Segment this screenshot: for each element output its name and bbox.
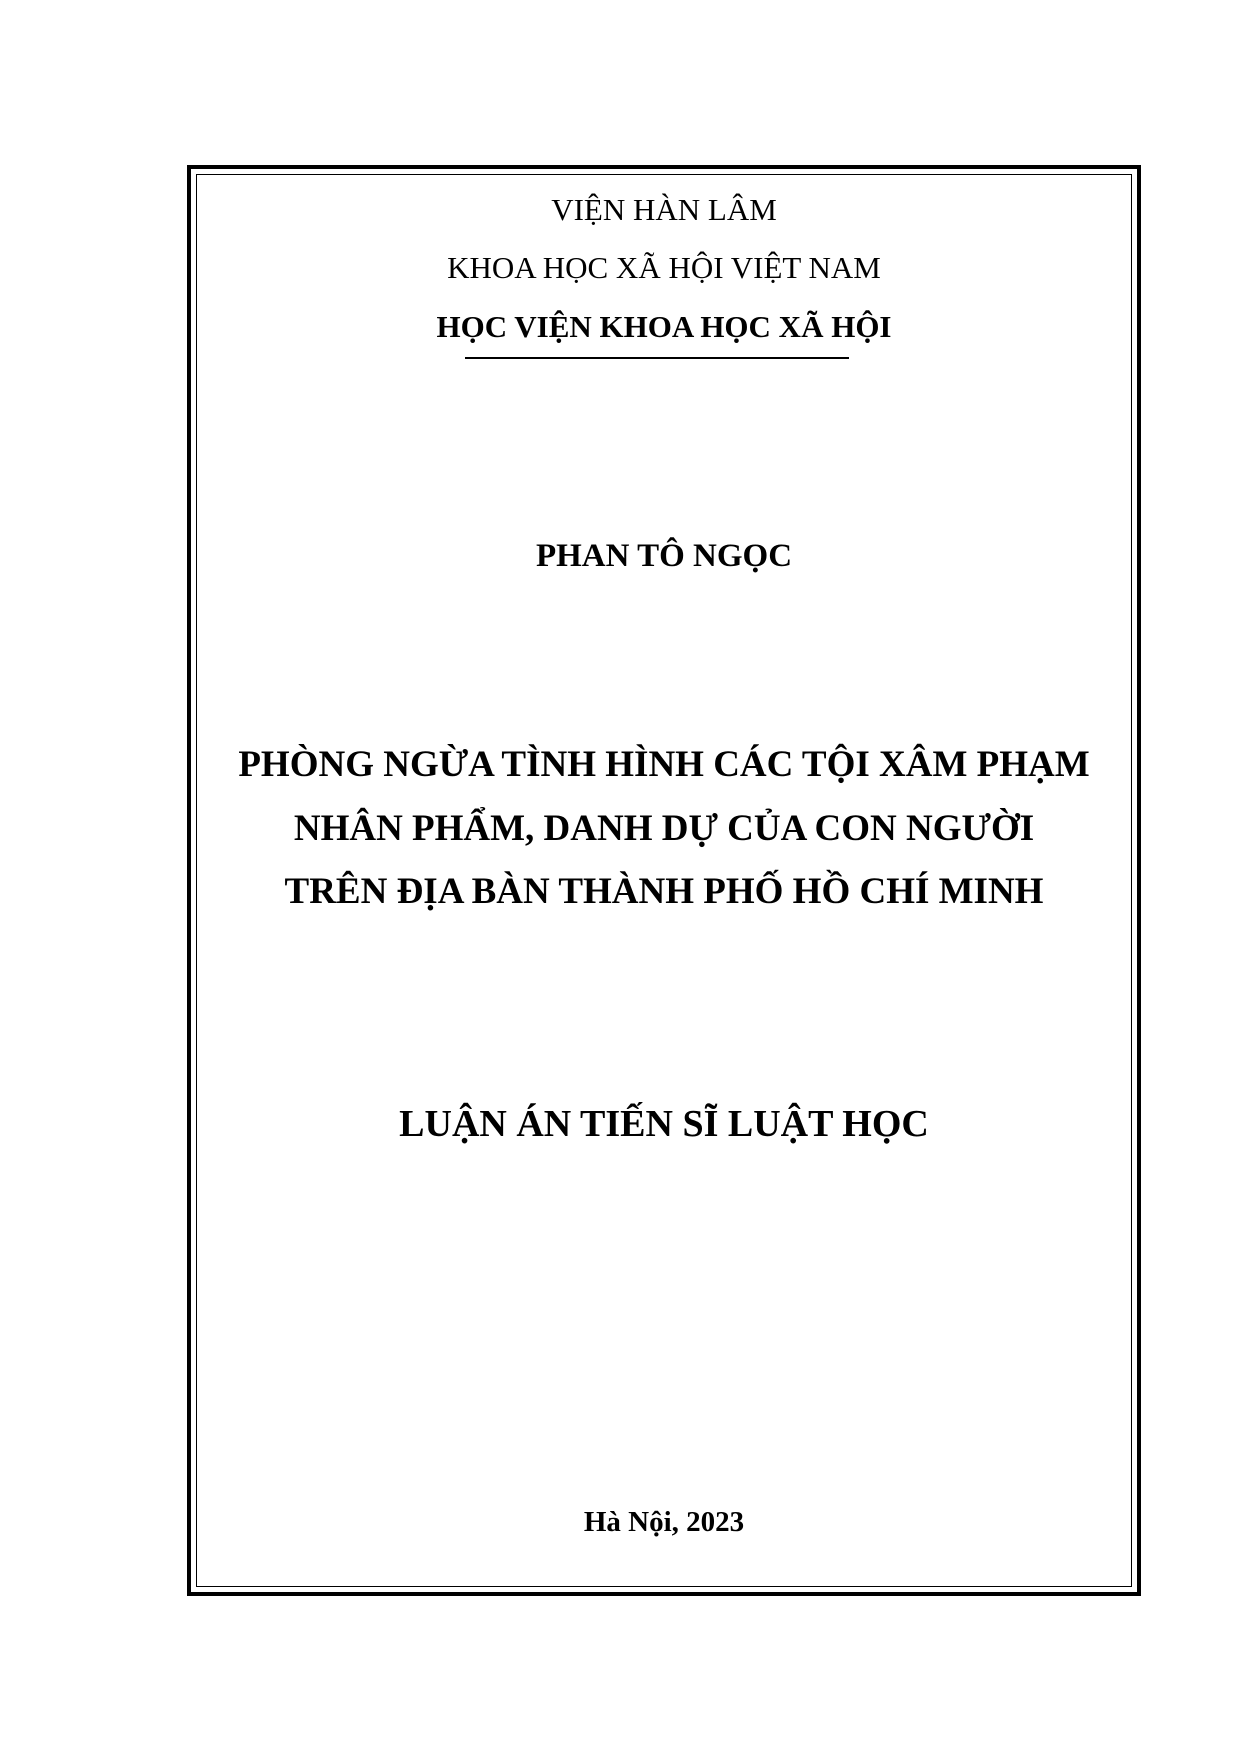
place-and-year: Hà Nội, 2023 — [583, 1506, 745, 1538]
institution-line-3: HỌC VIỆN KHOA HỌC XÃ HỘI — [436, 309, 892, 344]
institution-line-1: VIỆN HÀN LÂM — [551, 192, 777, 227]
degree-label: LUẬN ÁN TIẾN SĨ LUẬT HỌC — [399, 1103, 929, 1145]
thesis-title-line-2: NHÂN PHẨM, DANH DỰ CỦA CON NGƯỜI — [293, 808, 1035, 849]
author-name: PHAN TÔ NGỌC — [535, 538, 793, 574]
thesis-title-line-1: PHÒNG NGỪA TÌNH HÌNH CÁC TỘI XÂM PHẠM — [238, 744, 1090, 785]
thesis-title-line-3: TRÊN ĐỊA BÀN THÀNH PHỐ HỒ CHÍ MINH — [284, 871, 1044, 912]
institution-line-2: KHOA HỌC XÃ HỘI VIỆT NAM — [447, 250, 881, 285]
institution-underline — [465, 357, 849, 359]
